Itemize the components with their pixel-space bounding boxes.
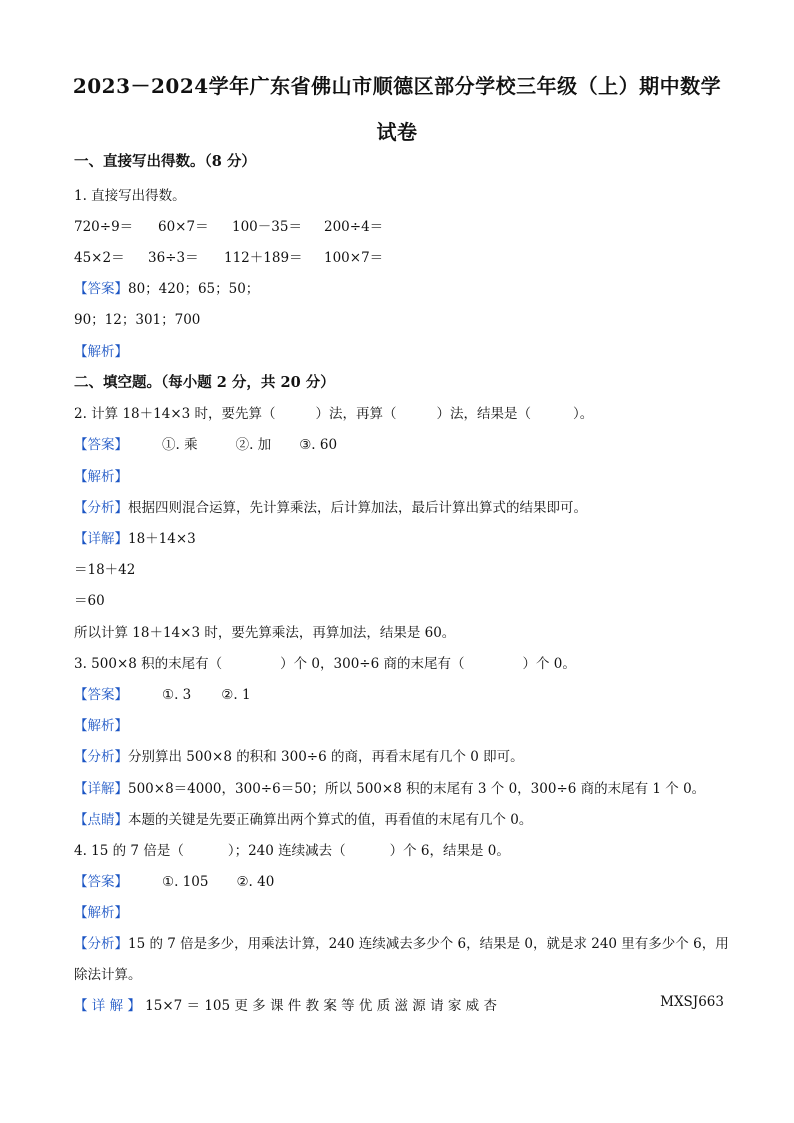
- q1-item: 36÷3＝: [148, 250, 199, 266]
- q2-stem-part: ）法，结果是（: [436, 406, 532, 422]
- q2-detail-step2: ＝18＋42: [74, 562, 136, 578]
- answer-option: ①. 105: [162, 874, 209, 890]
- q4-answer: [74, 870, 274, 890]
- q1-answer-line1: [74, 277, 259, 297]
- q1-item: 112＋189＝: [224, 250, 303, 266]
- q4-stem-part: ）个 6，结果是 0。: [389, 843, 510, 859]
- q1-row2: [74, 246, 383, 266]
- answer-option: ②. 加: [235, 437, 272, 453]
- q4-detail: [74, 994, 724, 1014]
- q4-stem: [74, 839, 510, 859]
- q2-detail: [74, 527, 196, 547]
- fenxi-tag: 【分析】: [74, 500, 128, 516]
- analysis-tag: 【解析】: [74, 718, 128, 734]
- q1-item: 45×2＝: [74, 250, 125, 266]
- answer-option: ①. 3: [162, 687, 192, 703]
- q3-stem-part: 3. 500×8 积的末尾有（: [74, 656, 223, 672]
- q1-item: 100×7＝: [324, 250, 384, 266]
- q4-fenxi-line2: 除法计算。: [74, 967, 142, 983]
- xiangjie-tag: 【详解】: [74, 781, 128, 797]
- q1-item: 60×7＝: [158, 219, 209, 235]
- answer-option: ②. 40: [236, 874, 275, 890]
- answer-tag: 【答案】: [74, 437, 128, 453]
- q1-item: 200÷4＝: [324, 219, 384, 235]
- xiangjie-tag: 【 详 解 】: [74, 998, 141, 1014]
- q1-row1: [74, 215, 383, 235]
- xiangjie-tag: 【详解】: [74, 531, 128, 547]
- q3-detail: [74, 777, 705, 797]
- q1-item: 100－35＝: [232, 219, 302, 235]
- answer-tag: 【答案】: [74, 281, 128, 297]
- q2-stem-part: ）法，再算（: [315, 406, 397, 422]
- q3-fenxi-text: 分别算出 500×8 的积和 300÷6 的商，再看末尾有几个 0 即可。: [128, 749, 524, 765]
- q3-fenxi: [74, 745, 524, 765]
- fenxi-tag: 【分析】: [74, 936, 128, 952]
- q2-stem: [74, 402, 593, 422]
- q2-detail-step3: ＝60: [74, 593, 105, 609]
- q1-answer-text: 80；420；65；50；: [128, 281, 260, 297]
- section1-heading: 一、直接写出得数。（8 分）: [74, 153, 256, 170]
- analysis-tag: 【解析】: [74, 344, 128, 360]
- q3-dianjing: [74, 808, 532, 828]
- q2-conclusion: 所以计算 18＋14×3 时，要先算乘法，再算加法，结果是 60。: [74, 625, 456, 641]
- q3-stem: [74, 652, 576, 672]
- answer-option: ③. 60: [299, 437, 338, 453]
- q3-detail-text: 500×8＝4000，300÷6＝50；所以 500×8 积的末尾有 3 个 0，300÷6 商的末尾有 1 个 0。: [128, 781, 706, 797]
- q3-stem-part: ）个 0，300÷6 商的末尾有（: [280, 656, 465, 672]
- q2-stem-part: 2. 计算 18＋14×3 时，要先算（: [74, 406, 276, 422]
- q3-dianjing-text: 本题的关键是先要正确算出两个算式的值，再看值的末尾有几个 0。: [128, 812, 533, 828]
- section2-heading: 二、填空题。（每小题 2 分，共 20 分）: [74, 374, 335, 391]
- q2-answer: [74, 433, 337, 453]
- q3-stem-part: ）个 0。: [522, 656, 576, 672]
- q3-answer: [74, 683, 251, 703]
- analysis-tag: 【解析】: [74, 905, 128, 921]
- analysis-tag: 【解析】: [74, 469, 128, 485]
- answer-option: ①. 乘: [162, 437, 198, 453]
- q2-detail-text: 18＋14×3: [128, 531, 196, 547]
- q4-detail-text: 15×7 ＝ 105 更 多 课 件 教 案 等 优 质 滋 源 请 家 威 杏: [145, 998, 497, 1014]
- document-title-line2: 试卷: [376, 120, 418, 144]
- document-title-line1: 2023－2024学年广东省佛山市顺德区部分学校三年级（上）期中数学: [72, 74, 722, 98]
- q4-fenxi-text: 15 的 7 倍是多少，用乘法计算，240 连续减去多少个 6，结果是 0，就是求 240 里有多少个 6，用: [128, 936, 729, 952]
- answer-option: ②. 1: [221, 687, 251, 703]
- q1-stem: 1. 直接写出得数。: [74, 188, 186, 204]
- answer-tag: 【答案】: [74, 687, 128, 703]
- q4-fenxi: [74, 932, 729, 952]
- answer-tag: 【答案】: [74, 874, 128, 890]
- q4-stem-part: ）；240 连续减去（: [227, 843, 346, 859]
- dianjing-tag: 【点睛】: [74, 812, 128, 828]
- q2-fenxi-text: 根据四则混合运算，先计算乘法，后计算加法，最后计算出算式的结果即可。: [128, 500, 587, 516]
- q2-stem-part: ）。: [573, 406, 594, 422]
- footer-code: MXSJ663: [660, 994, 724, 1010]
- q1-answer-line2: 90；12；301；700: [74, 312, 201, 328]
- q2-fenxi: [74, 496, 587, 516]
- q4-stem-part: 4. 15 的 7 倍是（: [74, 843, 184, 859]
- q1-item: 720÷9＝: [74, 219, 134, 235]
- fenxi-tag: 【分析】: [74, 749, 128, 765]
